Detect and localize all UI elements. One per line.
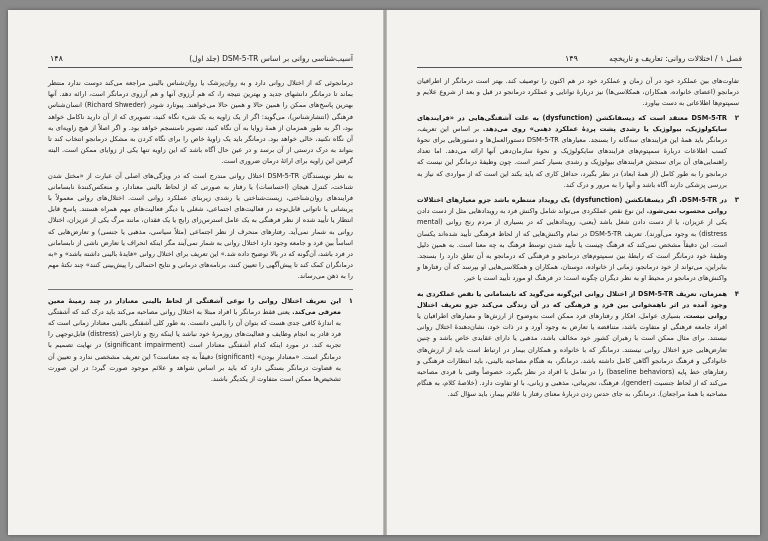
right-page-number: ۱۴۹ — [565, 54, 578, 63]
item-4-lead: همزمان، تعریف DSM-5-TR از اختلال روانی این‌گونه می‌گوید که نابسامانی یا نقص عملکردی به وجود آمده در اثر ناهمخوانی بین فرد و فرهنگی که در آن زندگی می‌کند جزو تعریف اختلال روانی نیست. — [417, 289, 727, 321]
right-page — [387, 10, 760, 535]
numbered-item-3 — [417, 195, 739, 285]
numbered-item-4 — [417, 289, 739, 401]
left-header-rule — [48, 67, 353, 68]
item-3-text: این نوع نقص عملکردی می‌تواند شامل واکنش فرد به رویدادهایی مثل از دست دادن یکی از عزیزان، یا از دست دادن شغل باشد (یعنی، رویدادهایی که در بسیاری از مردم رنج روانی (mental distress) به وجود می‌آورند). تعریف DSM-5-TR در تمام واکنش‌هایی که از لحاظ فرهنگی تأیید شده‌اند یکسان است. این دقیقاً مشخص نمی‌کند که فرهنگ چیست یا تأیید شدن توسط فرهنگ به چه معنا است. به همین دلیل وظیفهٔ خود درمانگر است که رابطهٔ بین سمپتوم‌های درمانجو و فرهنگی که درمانجو به آن تعلق دارد را بسنجد. بنابراین، می‌تواند از خود درمانجو، زمانی از خانواده، دوستان، همکاران و همکلاسی‌هایی او بپرسد که آن رفتارها و واکنش‌های درمانجو در محیط او به نظر دیگران چگونه است؛ در فرهنگ او مورد تأیید است یا خیر. — [417, 207, 727, 283]
right-intro: تفاوت‌های بین عملکرد خود در آن زمان و عملکرد خود در هم اکنون را توصیف کند. بهتر است درمانگر از اطرافیان درمانجو (اعضای خانواده، همکاران، همکلاسی‌ها) نیز دربارهٔ توانایی و عملکرد درمانجو در قبل و بعد از شروع علایم و سمپتوم‌ها اطلاعاتی به دست بیاورد. — [417, 77, 739, 108]
item-1-lead: این تعریف اختلال روانی را نوعی آشفتگی از لحاظ بالینی معنادار در چند زمینهٔ معین معرفی می‌کند. — [48, 296, 341, 316]
item-1-text: یعنی فقط درمانگر یا افراد مبتلا به اختلال روانی مصاحبه می‌کند باید درک کند که آشفتگی به اندازهٔ کافی جدی هست که بتوان آن را بالینی دانست. به طور کلی آشفتگی بالینی معنادار زمانی است که فرد قادر به انجام وظایف و فعالیت‌های روزمرهٔ خود نباشد یا اینکه رنج و ناراحتی (distress) قابل‌توجهی را تجربه کند. در مورد اینکه کدام آشفتگی معنادار است (significant impairment) در نهایت تصمیم با درمانگر است. «معنادار بودن» (significant) دقیقاً به چه معناست؟ این تعریف مشخصی ندارد و تعیین آن به قضاوت درمانگر بستگی دارد که باید بر اساس شواهد و علائم موجود صورت گیرد؛ در این صورت تشخیص‌ها ممکن است متفاوت از یکدیگر باشند. — [48, 307, 342, 384]
item-2-text: بر اساس این تعریف، درمانگر باید همهٔ این فرایندهای سه‌گانه را بسنجد. معیارهای DSM-5-TR دستورالعمل‌ها و دستورهایی برای نحوهٔ کسب اطلاعات دربارهٔ سمپتوم‌های فرایندهای سایکولوژیک و نحوهٔ سازمان‌دهی آنها ارائه می‌دهد. اما تعداد راهنمایی‌های آن برای سنجش فرایندهای بیولوژیک و رشدی بسیار کمتر است. چون وظیفهٔ درمانگر این نیست که درمانجو را به طور کامل (از همهٔ ابعاد) در نظر بگیرد، حداقل کاری که باید بکند این است که از مواردی که نیاز به بررسی پزشکی دارند آگاه باشد و آنها را به مرور و درک کند. — [417, 124, 728, 189]
numbered-item-2 — [417, 113, 739, 191]
left-running-header: آسیب‌شناسی روانی بر اساس DSM-5-TR (جلد اول) — [189, 54, 353, 63]
right-running-header: فصل ۱ / اختلالات روانی: تعاریف و تاریخچه — [609, 54, 742, 63]
left-body — [48, 78, 353, 389]
left-separator — [48, 289, 353, 290]
item-number: ۳ — [734, 196, 739, 205]
item-number: ۲ — [734, 113, 739, 122]
item-number: ۴ — [734, 289, 739, 298]
item-4-text: بسیاری عوامل، افکار و رفتارهای فرد ممکن است به‌وضوح از ارزش‌ها و معیارهای اطرافیان یا افراد جامعه فرهنگی او متفاوت باشد، متناقضه یا تعارض به وجود آورد و در ذات خود، نشان‌دهندهٔ اختلال روانی نیستند. برای مثال ممکن است با رهبران کشور خود مخالف باشد، مذهبی یا دارای عقایدی خاص باشد و چنین تعارض‌هایی جزو اختلال روانی نیستند. درمانگر که با خانواده و همکاران بیمار در ارتباط است باید از ارزش‌های خانوادگی و فرهنگ درمانجو آگاهی کامل داشته باشد. درمانگر، به هنگام مصاحبه بالینی، باید انتظارات فرهنگی و رفتارهای خط پایه (baseline behaviors) را در تعامل با افراد در نظر بگیرد، خصوصاً وقتی با فردی مصاحبه می‌کند که از لحاظ جنسیت (gender)، فرهنگ، تجربیاتی، مذهبی و زبانی، با او تفاوت دارد. (خلاصهٔ کلام، به هنگام مصاحبه با همهٔ مراجعان). درمانگر، به جای حدس زدن دربارهٔ معنای رفتار یا علائم بیمار، باید سؤال کند. — [417, 312, 728, 399]
item-number: ۱ — [348, 296, 353, 305]
left-paragraph-2: به نظر نویسندگان DSM-5-TR اختلال روانی مندرج است که در ویژگی‌های اصلی آن عبارت از «مختل شدن شناخت، کنترل هیجان (احساسات) یا رفتار به صورتی که از لحاظ بالینی معنادار، و منعکس‌کنندهٔ نابسامانی فرایندهای روان‌شناختی، زیست‌شناختی یا رشدی زیربنای عملکرد روانی است. اختلال‌های روانی معمولاً با پریشانی یا ناتوانی قابل‌توجه در فعالیت‌های اجتماعی، شغلی یا دیگر فعالیت‌های مهم همراه هستند. پاسخ قابل انتظار یا تأیید شده از نظر فرهنگی به یک عامل استرس‌زای رایج یا یک فقدان، مانند مرگ یکی از عزیزان، اختلال روانی به شمار نمی‌آید. رفتارهای منحرف از نظر اجتماعی (مثلاً سیاسی، مذهبی یا جنسی) و تعارض‌هایی که اساساً بین فرد و جامعه وجود دارد اختلال روانی به شمار نمی‌آیند مگر اینکه انحراف یا تعارض ناشی از نابسامانی در فرد باشد، آن‌گونه که در بالا توضیح داده شد.» این تعریف برای اختلال روانی «فایدهٔ بالینی داشته باشد» و «به درمانگران کمک کند تا پیش‌آگهی را تعیین کنند، برنامه‌های درمانی و نتایج احتمالی را پیش‌بینی کنند» چند نکتهٔ مهم را به ذهن می‌رساند. — [48, 171, 353, 281]
numbered-item-1 — [48, 296, 353, 386]
right-body — [417, 76, 739, 405]
left-page — [8, 10, 383, 535]
book-spread — [8, 10, 760, 535]
item-3-lead: در DSM-5-TR، اگر دیسفانکشن (dysfunction) یک رویداد منتظره باشد جزو معیارهای اختلالات روانی محسوب نمی‌شود. — [417, 196, 727, 216]
item-2-lead: DSM-5-TR معتقد است که دیسفانکشن (dysfunction) به علت آشفتگی‌هایی در «فرایندهای سایکولوژیک، بیولوژیک یا رشدی پشت پردهٔ عملکرد ذهنی» روی می‌دهد. — [417, 113, 727, 133]
left-paragraph-1: درمانجوئی که از اختلال روانی دارد و به روان‌پزشک یا روان‌شناس بالینی مراجعه می‌کند دوست ندارد منتظر بماند تا درمانگر دانشهای جدید و بهترین نتیجه را، که هم آرزوی آنها و هم آرزوی درمانگر است، ارائه دهد. آنها بهترین پاسخ‌های ممکن را همین حالا و همین حالا می‌خواهند. پیوتارد شودر (Richard Shweder) انسان‌شناس فرهنگی (انتشارشناس)، می‌گوید: اگر از یک زاویه به یک شیء نگاه کنید، تصویری که از آن دارید ناکامل خواهد بود، اگر به طور همزمان از همهٔ زوایا به آن نگاه کنید، تصویر نامنسجم خواهد بود. و اگر اصلاً از هیچ زاویه‌ای به آن نگاه نکنید، خالی خواهد بود. درمانگر باید یک زاویهٔ خاص را برای نگاه کردن به مشکل درمانجو انتخاب کند تا بتواند به درک درستی از آن برسد و در عین حال آگاه باشد که این زاویه تنها یکی از زوایای ممکن است. البته گرفتن این زاویه برای ارائهٔ درمان ضروری است. — [48, 79, 353, 166]
left-page-number: ۱۴۸ — [50, 54, 63, 63]
right-header-rule — [417, 67, 742, 68]
